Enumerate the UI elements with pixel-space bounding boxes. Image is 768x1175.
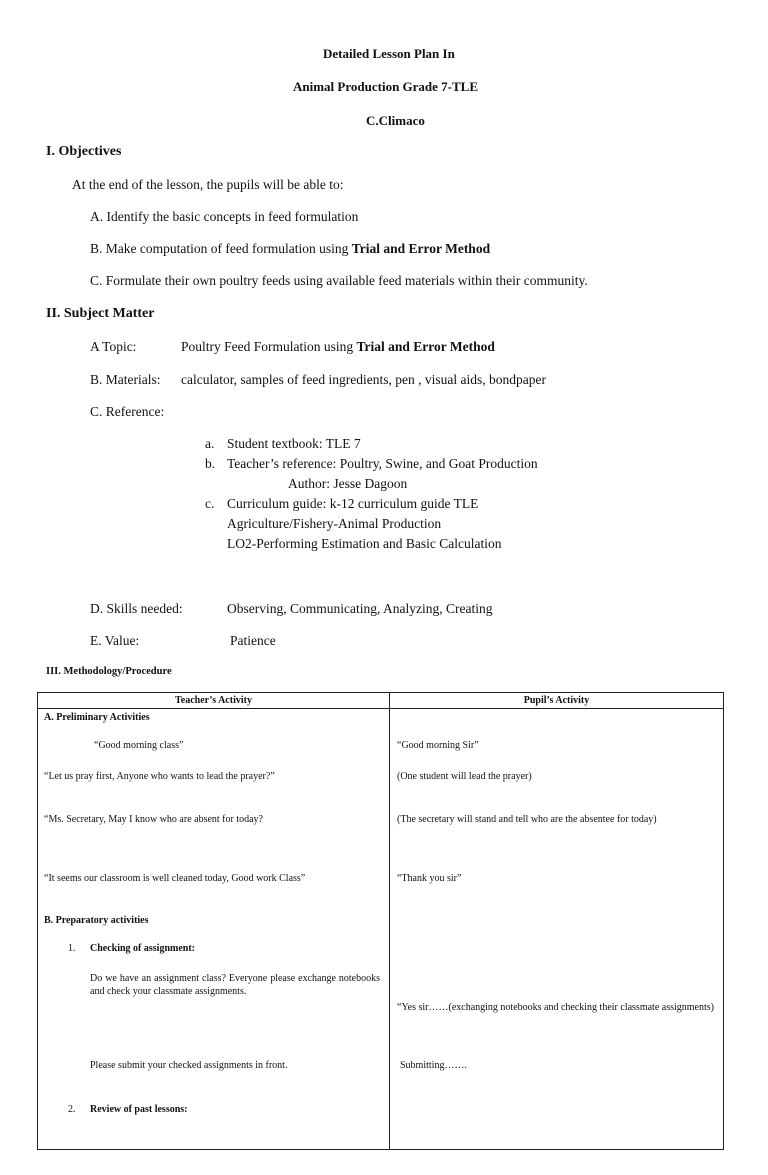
checking-number: 1. xyxy=(68,943,76,954)
reference-b: Teacher’s reference: Poultry, Swine, and Goat Production xyxy=(227,456,538,471)
teacher-greeting: “Good morning class” xyxy=(94,740,184,751)
skills-label: D. Skills needed: xyxy=(90,601,183,616)
pupil-greeting: “Good morning Sir” xyxy=(397,740,479,751)
teacher-secretary: “Ms. Secretary, May I know who are absent for today? xyxy=(44,814,263,825)
reference-c-line1: Curriculum guide: k-12 curriculum guide TLE xyxy=(227,496,479,511)
title-author: C.Climaco xyxy=(366,113,425,128)
teacher-activity-header: Teacher’s Activity xyxy=(38,693,390,709)
reference-c-line3: LO2-Performing Estimation and Basic Calculation xyxy=(227,536,502,551)
topic-label: A Topic: xyxy=(90,339,137,354)
reference-c-marker: c. xyxy=(205,496,215,511)
pupil-secretary: (The secretary will stand and tell who are the absentee for today) xyxy=(397,814,657,825)
preparatory-heading: B. Preparatory activities xyxy=(44,915,149,926)
objective-c: C. Formulate their own poultry feeds using available feed materials within their community. xyxy=(90,273,588,288)
pupil-prayer: (One student will lead the prayer) xyxy=(397,771,532,782)
reference-a-marker: a. xyxy=(205,436,215,451)
value-label: E. Value: xyxy=(90,633,140,648)
objective-b-method: Trial and Error Method xyxy=(351,241,491,256)
review-number: 2. xyxy=(68,1104,76,1115)
teacher-clean-room: “It seems our classroom is well cleaned today, Good work Class” xyxy=(44,873,306,884)
objective-a: A. Identify the basic concepts in feed formulation xyxy=(90,209,359,224)
methodology-heading: III. Methodology/Procedure xyxy=(46,666,172,677)
activity-table xyxy=(37,692,724,1150)
checking-instructions: Do we have an assignment class? Everyone please exchange notebooks and check your classmate assignments. xyxy=(90,973,380,997)
checking-title: Checking of assignment: xyxy=(90,943,196,954)
preliminary-heading: A. Preliminary Activities xyxy=(44,712,150,723)
title-line-2: Animal Production Grade 7-TLE xyxy=(293,79,479,94)
objective-b xyxy=(90,241,490,257)
table-header-row xyxy=(38,693,724,709)
topic-value xyxy=(181,339,495,355)
skills-value: Observing, Communicating, Analyzing, Creating xyxy=(227,601,493,616)
reference-b-author: Author: Jesse Dagoon xyxy=(288,476,408,491)
topic-method: Trial and Error Method xyxy=(356,339,495,354)
teacher-activity-cell xyxy=(38,709,390,1150)
objective-b-text: B. Make computation of feed formulation using xyxy=(90,241,349,256)
reference-label: C. Reference: xyxy=(90,404,165,419)
pupil-checking: “Yes sir……(exchanging notebooks and checking their classmate assignments) xyxy=(397,1002,714,1013)
pupil-activity-cell xyxy=(390,709,724,1150)
topic-text: Poultry Feed Formulation using xyxy=(181,339,354,354)
pupil-activity-header: Pupil’s Activity xyxy=(390,693,724,709)
pupil-thanks: “Thank you sir” xyxy=(397,873,462,884)
reference-b-marker: b. xyxy=(205,456,216,471)
reference-c-line2: Agriculture/Fishery-Animal Production xyxy=(227,516,442,531)
subject-matter-heading: II. Subject Matter xyxy=(46,306,155,321)
materials-value: calculator, samples of feed ingredients, pen , visual aids, bondpaper xyxy=(181,372,546,387)
teacher-submit: Please submit your checked assignments in front. xyxy=(90,1060,288,1071)
review-title: Review of past lessons: xyxy=(90,1104,188,1115)
objectives-heading: I. Objectives xyxy=(46,144,122,159)
materials-label: B. Materials: xyxy=(90,372,161,387)
value-value: Patience xyxy=(230,633,276,648)
reference-a: Student textbook: TLE 7 xyxy=(227,436,361,451)
objectives-intro: At the end of the lesson, the pupils will be able to: xyxy=(72,177,344,192)
pupil-submitting: Submitting……. xyxy=(400,1060,467,1071)
table-body-row xyxy=(38,709,724,1150)
title-line-1: Detailed Lesson Plan In xyxy=(323,46,455,61)
teacher-prayer: “Let us pray first, Anyone who wants to lead the prayer?” xyxy=(44,771,275,782)
